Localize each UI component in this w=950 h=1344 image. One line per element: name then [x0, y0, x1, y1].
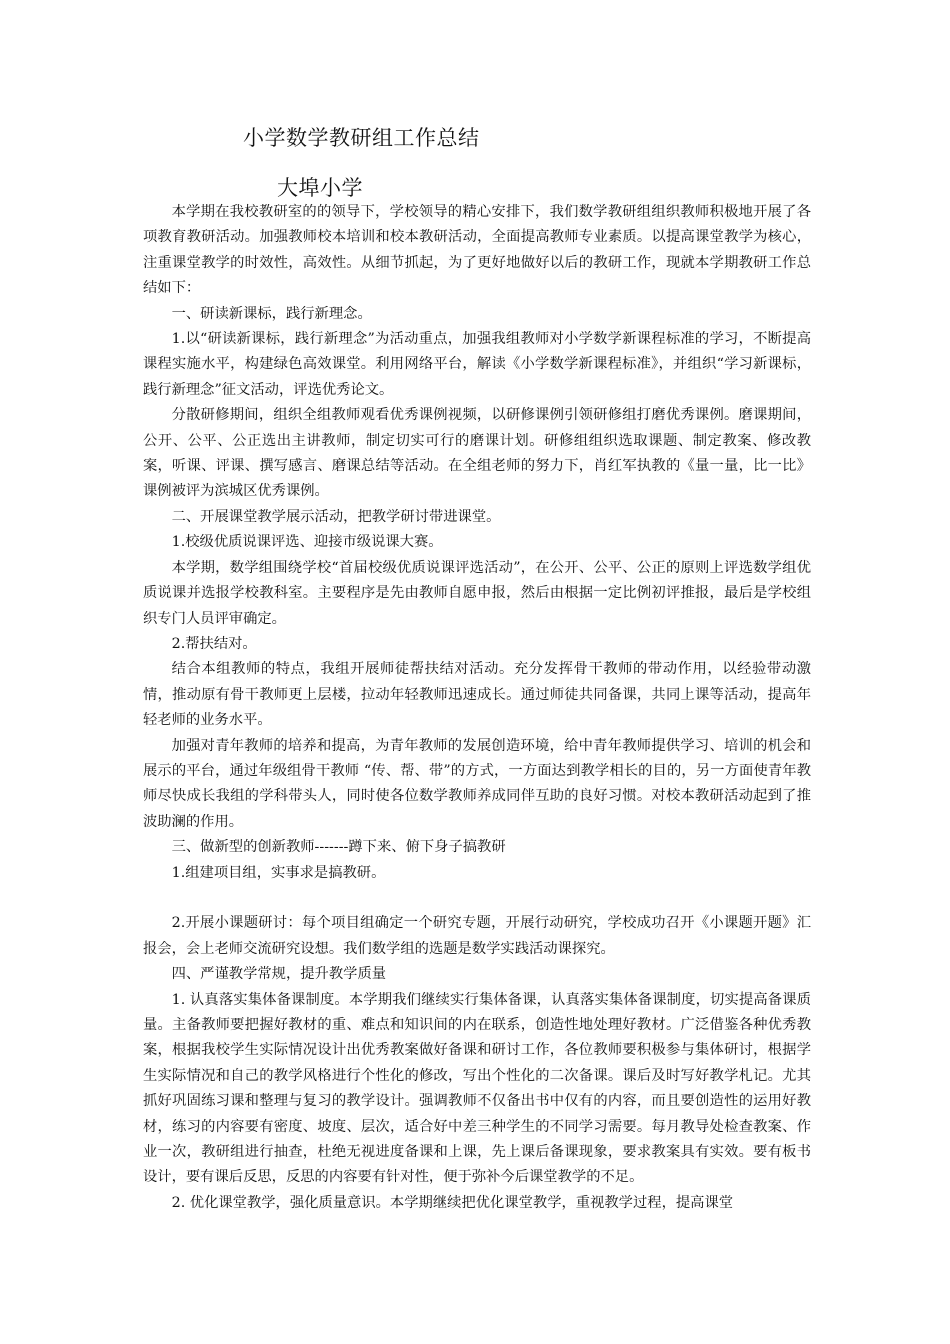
document-title: 小学数学教研组工作总结	[243, 126, 480, 150]
school-name: 大埠小学	[277, 176, 363, 200]
blank-line	[143, 886, 811, 911]
subheading: 2.帮扶结对。	[171, 635, 257, 652]
section-heading: 二、开展课堂教学展示活动，把教学研讨带进课堂。	[171, 508, 501, 525]
paragraph: 2. 优化课堂教学，强化质量意识。本学期继续把优化课堂教学，重视教学过程，提高课堂	[171, 1194, 734, 1211]
paragraph: 分散研修期间，组织全组教师观看优秀课例视频，以研修课例引领研修组打磨优秀课例。磨课期间，公开、公平、公正选出主讲教师，制定切实可行的磨课计划。研修组组织选取课题、制定教案、修改教案，听课、评课、撰写感言、磨课总结等活动。在全组老师的努力下，肖红军执教的《量一量，比一比》课例被评为滨城区优秀课例。	[143, 407, 811, 500]
subheading: 1.组建项目组，实事求是搞教研。	[171, 864, 386, 881]
paragraph: 加强对青年教师的培养和提高，为青年教师的发展创造环境，给中青年教师提供学习、培训的机会和展示的平台，通过年级组骨干教师 “传、帮、带”的方式，一方面达到教学相长的目的，另一方面使青年教师尽快成长我组的学科带头人，同时使各位数学教师养成同伴互助的良好习惯。对校本教研活动起到了推波助澜的作用。	[143, 737, 811, 830]
section-heading: 一、研读新课标，践行新理念。	[171, 305, 372, 322]
subheading: 1.校级优质说课评选、迎接市级说课大赛。	[171, 534, 443, 551]
paragraph: 本学期，数学组围绕学校“首届校级优质说课评选活动”，在公开、公平、公正的原则上评选数学组优质说课并选报学校教科室。主要程序是先由教师自愿申报，然后由根据一定比例初评推报，最后是学校组织专门人员评审确定。	[143, 559, 811, 627]
section-heading: 三、做新型的创新教师-------蹲下来、俯下身子搞教研	[171, 839, 506, 856]
section-heading: 四、严谨教学常规，提升教学质量	[171, 966, 387, 983]
paragraph: 结合本组教师的特点，我组开展师徒帮扶结对活动。充分发挥骨干教师的带动作用，以经验带动激情，推动原有骨干教师更上层楼，拉动年轻教师迅速成长。通过师徒共同备课，共同上课等活动，提高年轻老师的业务水平。	[143, 661, 811, 729]
paragraph: 本学期在我校教研室的的领导下，学校领导的精心安排下，我们数学教研组组织教师积极地开展了各项教育教研活动。加强教师校本培训和校本教研活动，全面提高教师专业素质。以提高课堂教学为核心，注重课堂教学的时效性，高效性。从细节抓起，为了更好地做好以后的教研工作，现就本学期教研工作总结如下：	[143, 204, 811, 297]
paragraph: 1. 认真落实集体备课制度。本学期我们继续实行集体备课，认真落实集体备课制度，切实提高备课质量。主备教师要把握好教材的重、难点和知识间的内在联系，创造性地处理好教材。广泛借鉴各种优秀教案，根据我校学生实际情况设计出优秀教案做好备课和研讨工作，各位教师要积极参与集体研讨，根据学生实际情况和自己的教学风格进行个性化的修改，写出个性化的二次备课。课后及时写好教学札记。尤其抓好巩固练习课和整理与复习的教学设计。强调教师不仅备出书中仅有的内容，而且要创造性的运用好教材，练习的内容要有密度、坡度、层次，适合好中差三种学生的不同学习需要。每月教导处检查教案、作业一次，教研组进行抽查，杜绝无视进度备课和上课，先上课后备课现象，要求教案具有实效。要有板书设计，要有课后反思，反思的内容要有针对性，便于弥补今后课堂教学的不足。	[143, 991, 811, 1186]
paragraph: 1.以“研读新课标，践行新理念”为活动重点，加强我组教师对小学数学新课程标准的学习，不断提高课程实施水平，构建绿色高效课堂。利用网络平台，解读《小学数学新课程标准》，并组织“学习新课标，践行新理念”征文活动，评选优秀论文。	[143, 331, 811, 398]
paragraph: 2.开展小课题研讨：每个项目组确定一个研究专题，开展行动研究，学校成功召开《小课题开题》汇报会，会上老师交流研究设想。我们数学组的选题是数学实践活动课探究。	[143, 915, 811, 957]
document-body	[143, 200, 811, 1216]
